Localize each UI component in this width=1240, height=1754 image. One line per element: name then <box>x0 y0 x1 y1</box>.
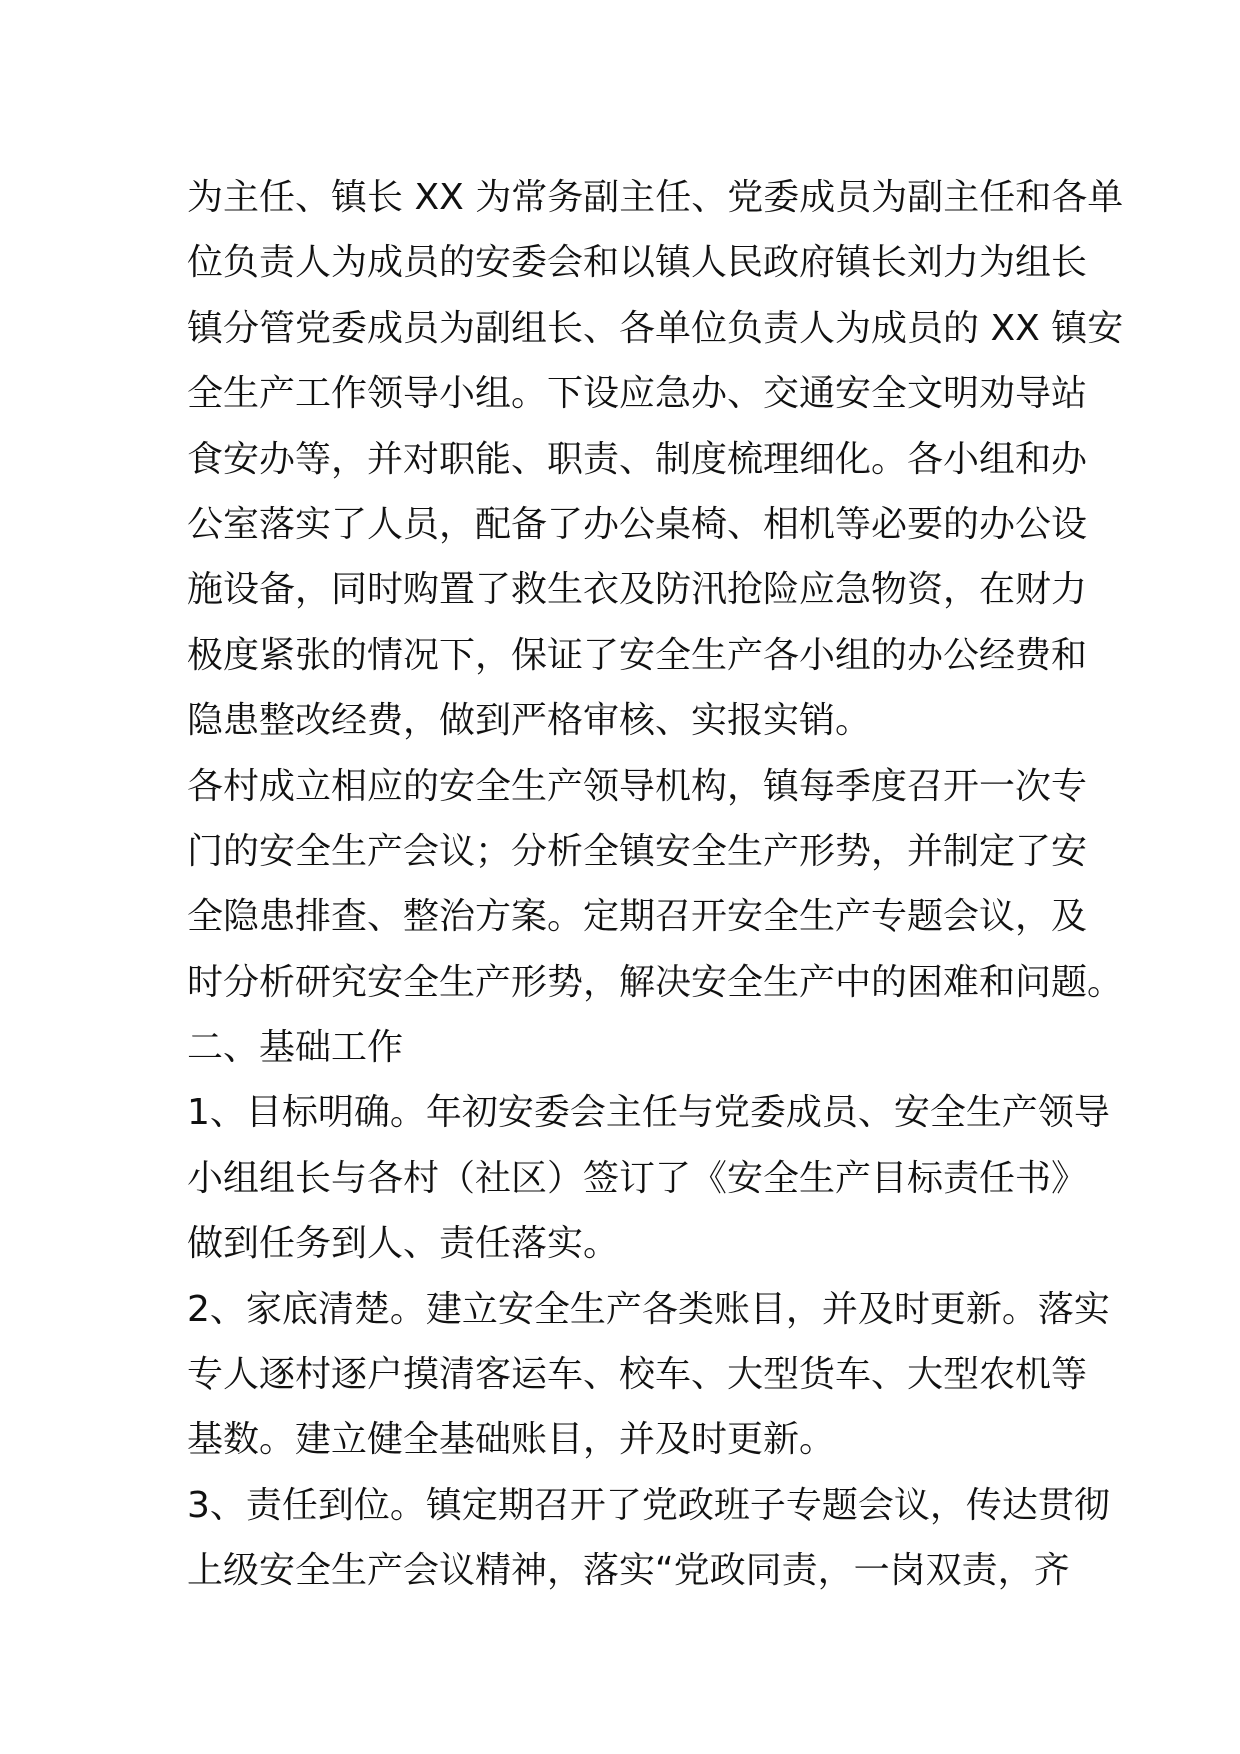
text-line: 公室落实了人员，配备了办公桌椅、相机等必要的办公设 <box>187 503 1088 545</box>
text-line: 位负责人为成员的安委会和以镇人民政府镇长刘力为组长 <box>187 242 1088 284</box>
text-line: 1、目标明确。年初安委会主任与党委成员、安全生产领导 <box>187 1092 1110 1134</box>
text-line: 基数。建立健全基础账目，并及时更新。 <box>187 1419 836 1461</box>
text-line: 门的安全生产会议；分析全镇安全生产形势，并制定了安 <box>187 830 1088 872</box>
text-line: 食安办等，并对职能、职责、制度梳理细化。各小组和办 <box>187 438 1088 480</box>
text-line: 2、家底清楚。建立安全生产各类账目，并及时更新。落实 <box>187 1288 1110 1330</box>
document-body <box>187 165 1124 1604</box>
text-line: 极度紧张的情况下，保证了安全生产各小组的办公经费和 <box>187 634 1088 676</box>
text-line: 各村成立相应的安全生产领导机构，镇每季度召开一次专 <box>187 765 1088 807</box>
text-line: 全生产工作领导小组。下设应急办、交通安全文明劝导站 <box>187 373 1088 415</box>
text-line: 时分析研究安全生产形势，解决安全生产中的困难和问题。 <box>187 961 1124 1003</box>
text-line: 小组组长与各村（社区）签订了《安全生产目标责任书》 <box>187 1157 1088 1199</box>
text-line: 上级安全生产会议精神，落实“党政同责，一岗双责，齐 <box>187 1550 1070 1592</box>
text-line: 隐患整改经费，做到严格审核、实报实销。 <box>187 700 872 742</box>
text-line: 做到任务到人、责任落实。 <box>187 1223 620 1265</box>
text-line: 为主任、镇长 XX 为常务副主任、党委成员为副主任和各单 <box>187 177 1124 218</box>
text-line: 施设备，同时购置了救生衣及防汛抢险应急物资，在财力 <box>187 569 1088 611</box>
text-line: 全隐患排查、整治方案。定期召开安全生产专题会议，及 <box>187 896 1088 938</box>
text-line: 二、基础工作 <box>187 1027 404 1069</box>
text-line: 专人逐村逐户摸清客运车、校车、大型货车、大型农机等 <box>187 1354 1088 1396</box>
text-line: 3、责任到位。镇定期召开了党政班子专题会议，传达贯彻 <box>187 1484 1110 1526</box>
text-line: 镇分管党委成员为副组长、各单位负责人为成员的 XX 镇安 <box>187 307 1124 349</box>
